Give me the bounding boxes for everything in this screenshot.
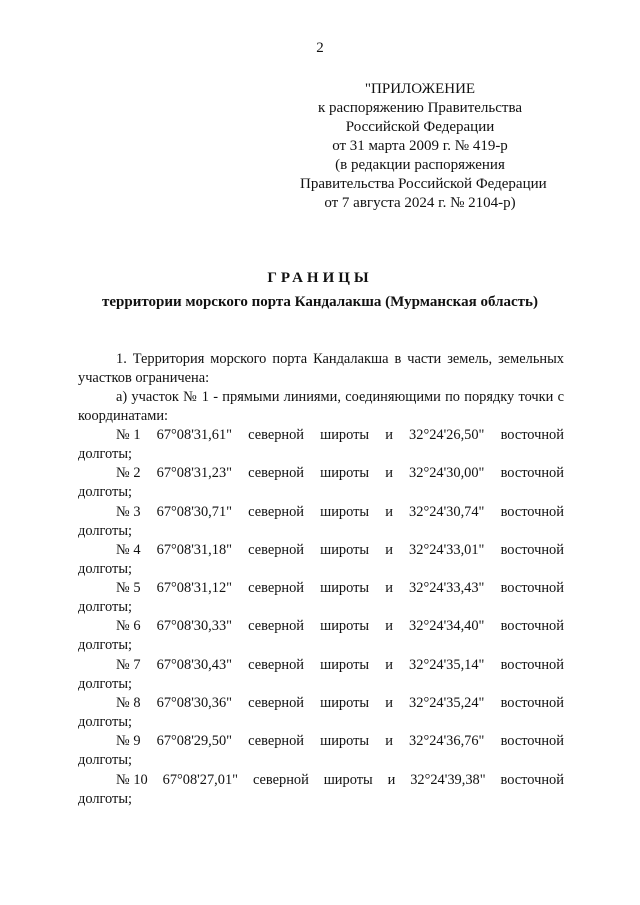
- latitude-value: 67°08'29,50": [156, 733, 233, 750]
- point-number: № 5: [116, 580, 141, 597]
- coordinate-line: [78, 732, 564, 751]
- latitude-value: 67°08'31,18": [156, 541, 233, 558]
- latitude-word: широты: [320, 733, 370, 750]
- coordinate-line: [78, 503, 564, 522]
- longitude-word: долготы;: [78, 484, 133, 501]
- point-number: № 3: [116, 503, 141, 520]
- coordinate-line: [78, 656, 564, 675]
- longitude-value: 32°24'34,40": [409, 618, 485, 635]
- latitude-word: широты: [320, 618, 370, 635]
- longitude-value: 32°24'35,24": [409, 695, 485, 712]
- longitude-value: 32°24'26,50": [409, 427, 485, 443]
- coordinate-point: [78, 617, 564, 655]
- document-title: ГРАНИЦЫ: [267, 270, 373, 286]
- east-word: восточной: [500, 541, 564, 558]
- north-word: северной: [252, 771, 309, 788]
- paragraph-1: 1. Территория морского порта Кандалакша в части земель, земельных участков ограничена:: [78, 351, 564, 386]
- north-word: северной: [248, 427, 305, 443]
- longitude-value: 32°24'30,74": [409, 503, 485, 520]
- north-word: северной: [248, 695, 305, 712]
- document-subtitle: территории морского порта Кандалакша (Мурманская область): [102, 294, 538, 310]
- coordinate-point: [78, 579, 564, 617]
- longitude-word: долготы;: [78, 714, 133, 731]
- coordinate-list: [78, 426, 564, 809]
- longitude-value: 32°24'33,01": [409, 541, 485, 558]
- point-number: № 10: [116, 771, 148, 788]
- coordinate-point: [78, 656, 564, 694]
- east-word: восточной: [500, 427, 564, 443]
- and-word: и: [385, 656, 393, 673]
- latitude-word: широты: [323, 771, 373, 788]
- coordinate-point: [78, 694, 564, 732]
- latitude-value: 67°08'30,36": [156, 695, 233, 712]
- north-word: северной: [248, 580, 305, 597]
- paragraph-a: а) участок № 1 - прямыми линиями, соединяющими по порядку точки с координатами:: [78, 389, 564, 424]
- longitude-word: долготы;: [78, 752, 133, 769]
- coordinate-point: [78, 771, 564, 809]
- latitude-word: широты: [320, 695, 370, 712]
- north-word: северной: [248, 465, 305, 482]
- longitude-word: долготы;: [78, 560, 133, 577]
- latitude-value: 67°08'27,01": [162, 771, 239, 788]
- appendix-header: [300, 80, 547, 213]
- latitude-value: 67°08'31,23": [156, 465, 233, 482]
- latitude-word: широты: [320, 427, 370, 443]
- coordinate-point: [78, 503, 564, 541]
- and-word: и: [385, 695, 393, 712]
- coordinate-point: [78, 464, 564, 502]
- coordinate-line: [78, 694, 564, 713]
- coordinate-line: [78, 579, 564, 598]
- appendix-line: Правительства Российской Федерации: [300, 176, 547, 192]
- east-word: восточной: [500, 733, 564, 750]
- east-word: восточной: [500, 771, 564, 788]
- and-word: и: [387, 771, 396, 788]
- coordinate-line: [78, 464, 564, 483]
- point-number: № 1: [116, 427, 141, 443]
- north-word: северной: [248, 541, 305, 558]
- longitude-value: 32°24'35,14": [409, 656, 485, 673]
- longitude-value: 32°24'36,76": [409, 733, 485, 750]
- coordinate-line: [78, 426, 564, 445]
- east-word: восточной: [500, 618, 564, 635]
- page-number: 2: [316, 40, 324, 56]
- north-word: северной: [248, 618, 305, 635]
- east-word: восточной: [500, 656, 564, 673]
- point-number: № 6: [116, 618, 141, 635]
- document-body: [78, 350, 564, 809]
- appendix-line: (в редакции распоряжения: [335, 157, 505, 173]
- appendix-line: от 31 марта 2009 г. № 419-р: [332, 138, 508, 154]
- point-number: № 8: [116, 695, 141, 712]
- latitude-value: 67°08'30,33": [156, 618, 233, 635]
- point-number: № 2: [116, 465, 141, 482]
- longitude-word: долготы;: [78, 637, 133, 654]
- longitude-value: 32°24'39,38": [410, 771, 486, 788]
- coordinate-line: [78, 541, 564, 560]
- point-number: № 7: [116, 656, 141, 673]
- longitude-word: долготы;: [78, 446, 133, 462]
- east-word: восточной: [500, 695, 564, 712]
- longitude-word: долготы;: [78, 790, 133, 807]
- appendix-line: от 7 августа 2024 г. № 2104-р): [324, 195, 516, 211]
- coordinate-point: [78, 426, 564, 464]
- and-word: и: [385, 580, 393, 597]
- north-word: северной: [248, 656, 305, 673]
- and-word: и: [385, 541, 393, 558]
- longitude-word: долготы;: [78, 675, 133, 692]
- and-word: и: [385, 503, 393, 520]
- latitude-value: 67°08'31,12": [156, 580, 233, 597]
- north-word: северной: [248, 503, 305, 520]
- longitude-word: долготы;: [78, 522, 133, 539]
- latitude-value: 67°08'30,71": [156, 503, 233, 520]
- longitude-value: 32°24'33,43": [409, 580, 485, 597]
- east-word: восточной: [500, 465, 564, 482]
- latitude-word: широты: [320, 580, 370, 597]
- appendix-line: "ПРИЛОЖЕНИЕ: [364, 81, 476, 97]
- appendix-line: Российской Федерации: [345, 119, 495, 135]
- coordinate-point: [78, 732, 564, 770]
- latitude-value: 67°08'30,43": [156, 656, 233, 673]
- coordinate-line: [78, 771, 564, 790]
- and-word: и: [385, 618, 393, 635]
- and-word: и: [385, 733, 393, 750]
- latitude-value: 67°08'31,61": [156, 427, 233, 443]
- point-number: № 4: [116, 541, 141, 558]
- latitude-word: широты: [320, 656, 370, 673]
- point-number: № 9: [116, 733, 141, 750]
- appendix-line: к распоряжению Правительства: [317, 100, 522, 116]
- north-word: северной: [248, 733, 305, 750]
- coordinate-line: [78, 617, 564, 636]
- latitude-word: широты: [320, 503, 370, 520]
- longitude-value: 32°24'30,00": [409, 465, 485, 482]
- and-word: и: [385, 427, 393, 443]
- latitude-word: широты: [320, 541, 370, 558]
- east-word: восточной: [500, 503, 564, 520]
- latitude-word: широты: [320, 465, 370, 482]
- and-word: и: [385, 465, 393, 482]
- east-word: восточной: [500, 580, 564, 597]
- coordinate-point: [78, 541, 564, 579]
- longitude-word: долготы;: [78, 599, 133, 616]
